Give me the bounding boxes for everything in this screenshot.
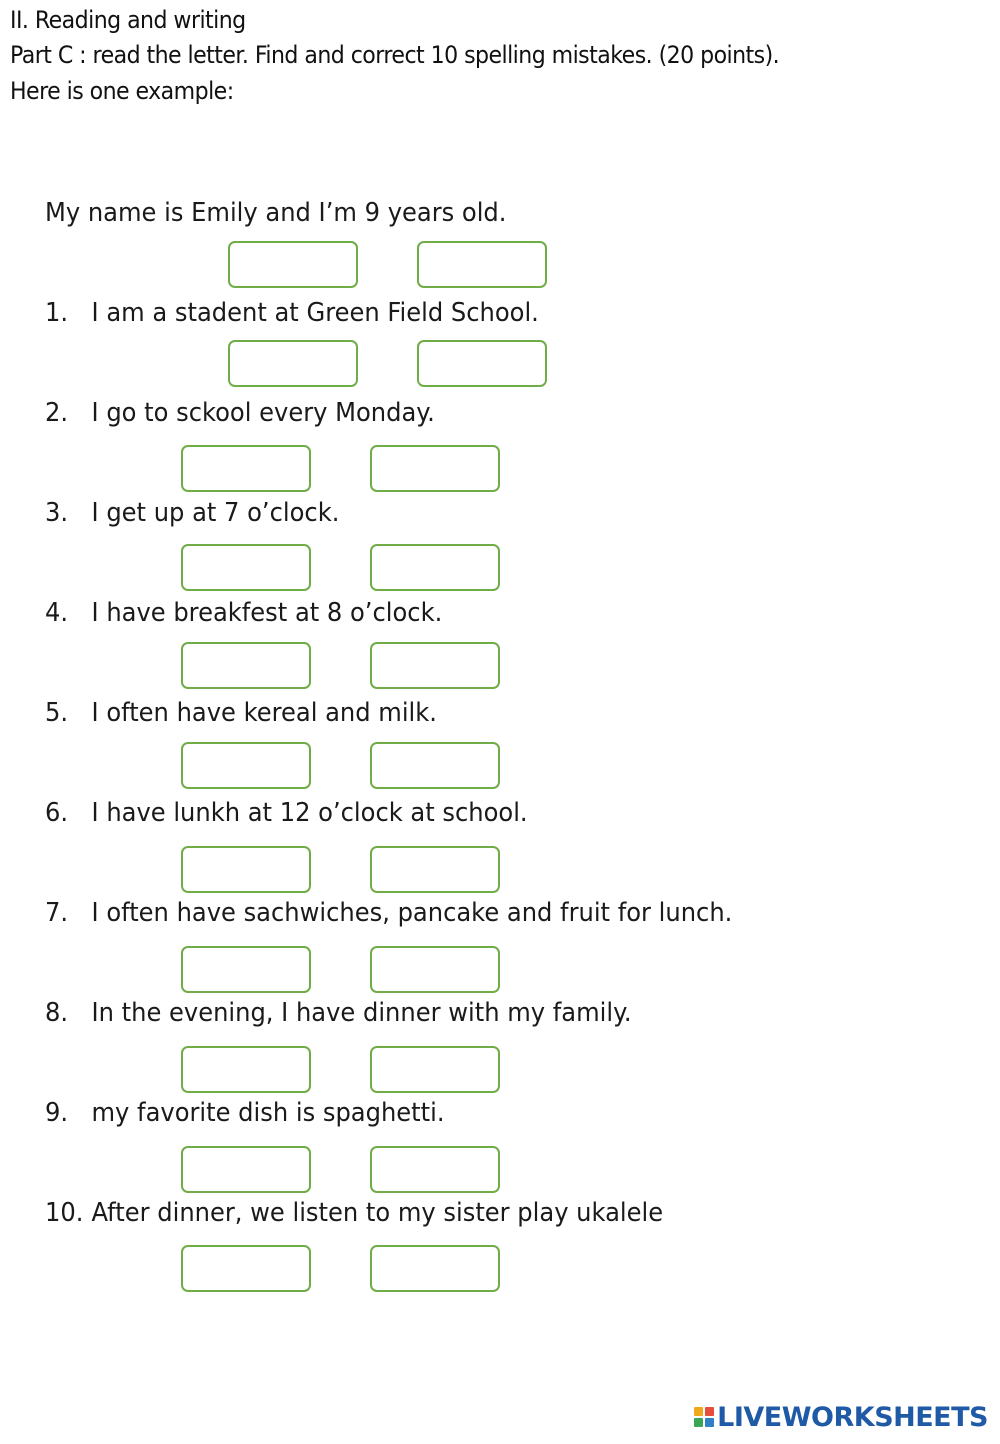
item-9-wrong-word-input[interactable] xyxy=(181,1146,311,1193)
item-5-correct-word-input[interactable] xyxy=(370,742,500,789)
item-6-correct-word-input[interactable] xyxy=(370,846,500,893)
sentence-9 xyxy=(45,1097,445,1129)
sentence-number: 10. xyxy=(45,1198,84,1228)
example-wrong-word-input[interactable] xyxy=(228,241,358,288)
item-7-wrong-word-input[interactable] xyxy=(181,946,311,993)
sentence-1 xyxy=(45,297,539,329)
sentence-4 xyxy=(45,597,442,629)
section-title: II. Reading and writing xyxy=(10,6,246,34)
sentence-text: I have breakfest at 8 o’clock. xyxy=(91,598,443,628)
item-10-correct-word-input[interactable] xyxy=(370,1245,500,1292)
item-10-wrong-word-input[interactable] xyxy=(181,1245,311,1292)
item-2-correct-word-input[interactable] xyxy=(370,445,500,492)
sentence-text: I am a stadent at Green Field School. xyxy=(91,298,539,328)
sentence-6 xyxy=(45,797,528,829)
item-3-correct-word-input[interactable] xyxy=(370,544,500,591)
logo-square-icon xyxy=(694,1407,703,1416)
sentence-text: I go to sckool every Monday. xyxy=(91,398,435,428)
sentence-3 xyxy=(45,497,339,529)
sentence-number: 9. xyxy=(45,1098,69,1128)
sentence-number: 6. xyxy=(45,798,69,828)
item-2-wrong-word-input[interactable] xyxy=(181,445,311,492)
instructions: Part C : read the letter. Find and correct 10 spelling mistakes. (20 points). xyxy=(10,41,780,69)
item-1-correct-word-input[interactable] xyxy=(417,340,547,387)
liveworksheets-logo-icon xyxy=(694,1407,714,1427)
item-8-correct-word-input[interactable] xyxy=(370,1046,500,1093)
sentence-number: 2. xyxy=(45,398,69,428)
logo-square-icon xyxy=(705,1418,714,1427)
item-4-correct-word-input[interactable] xyxy=(370,642,500,689)
item-4-wrong-word-input[interactable] xyxy=(181,642,311,689)
sentence-number: 3. xyxy=(45,498,69,528)
sentence-8 xyxy=(45,997,632,1029)
example-correct-word-input[interactable] xyxy=(417,241,547,288)
sentence-text: I have lunkh at 12 o’clock at school. xyxy=(91,798,528,828)
sentence-10 xyxy=(45,1197,663,1229)
sentence-text: In the evening, I have dinner with my family. xyxy=(91,998,632,1028)
logo-square-icon xyxy=(694,1418,703,1427)
item-7-correct-word-input[interactable] xyxy=(370,946,500,993)
item-6-wrong-word-input[interactable] xyxy=(181,846,311,893)
sentence-text: I get up at 7 o’clock. xyxy=(91,498,340,528)
logo-text: LIVEWORKSHEETS xyxy=(717,1401,988,1433)
logo-square-icon xyxy=(705,1407,714,1416)
sentence-text: I often have kereal and milk. xyxy=(91,698,437,728)
sentence-number: 4. xyxy=(45,598,69,628)
sentence-5 xyxy=(45,697,437,729)
item-5-wrong-word-input[interactable] xyxy=(181,742,311,789)
item-8-wrong-word-input[interactable] xyxy=(181,1046,311,1093)
sentence-number: 5. xyxy=(45,698,69,728)
sentence-number: 7. xyxy=(45,898,69,928)
sentence-text: I often have sachwiches, pancake and fruit for lunch. xyxy=(91,898,733,928)
item-3-wrong-word-input[interactable] xyxy=(181,544,311,591)
sentence-number: 8. xyxy=(45,998,69,1028)
sentence-2 xyxy=(45,397,435,429)
example-sentence: My name is Emily and I’m 9 years old. xyxy=(45,198,507,228)
sentence-text: After dinner, we listen to my sister play ukalele xyxy=(91,1198,664,1228)
sentence-7 xyxy=(45,897,732,929)
item-1-wrong-word-input[interactable] xyxy=(228,340,358,387)
item-9-correct-word-input[interactable] xyxy=(370,1146,500,1193)
liveworksheets-logo xyxy=(694,1402,988,1432)
sentence-number: 1. xyxy=(45,298,69,328)
sentence-text: my favorite dish is spaghetti. xyxy=(91,1098,445,1128)
example-intro: Here is one example: xyxy=(10,77,234,105)
